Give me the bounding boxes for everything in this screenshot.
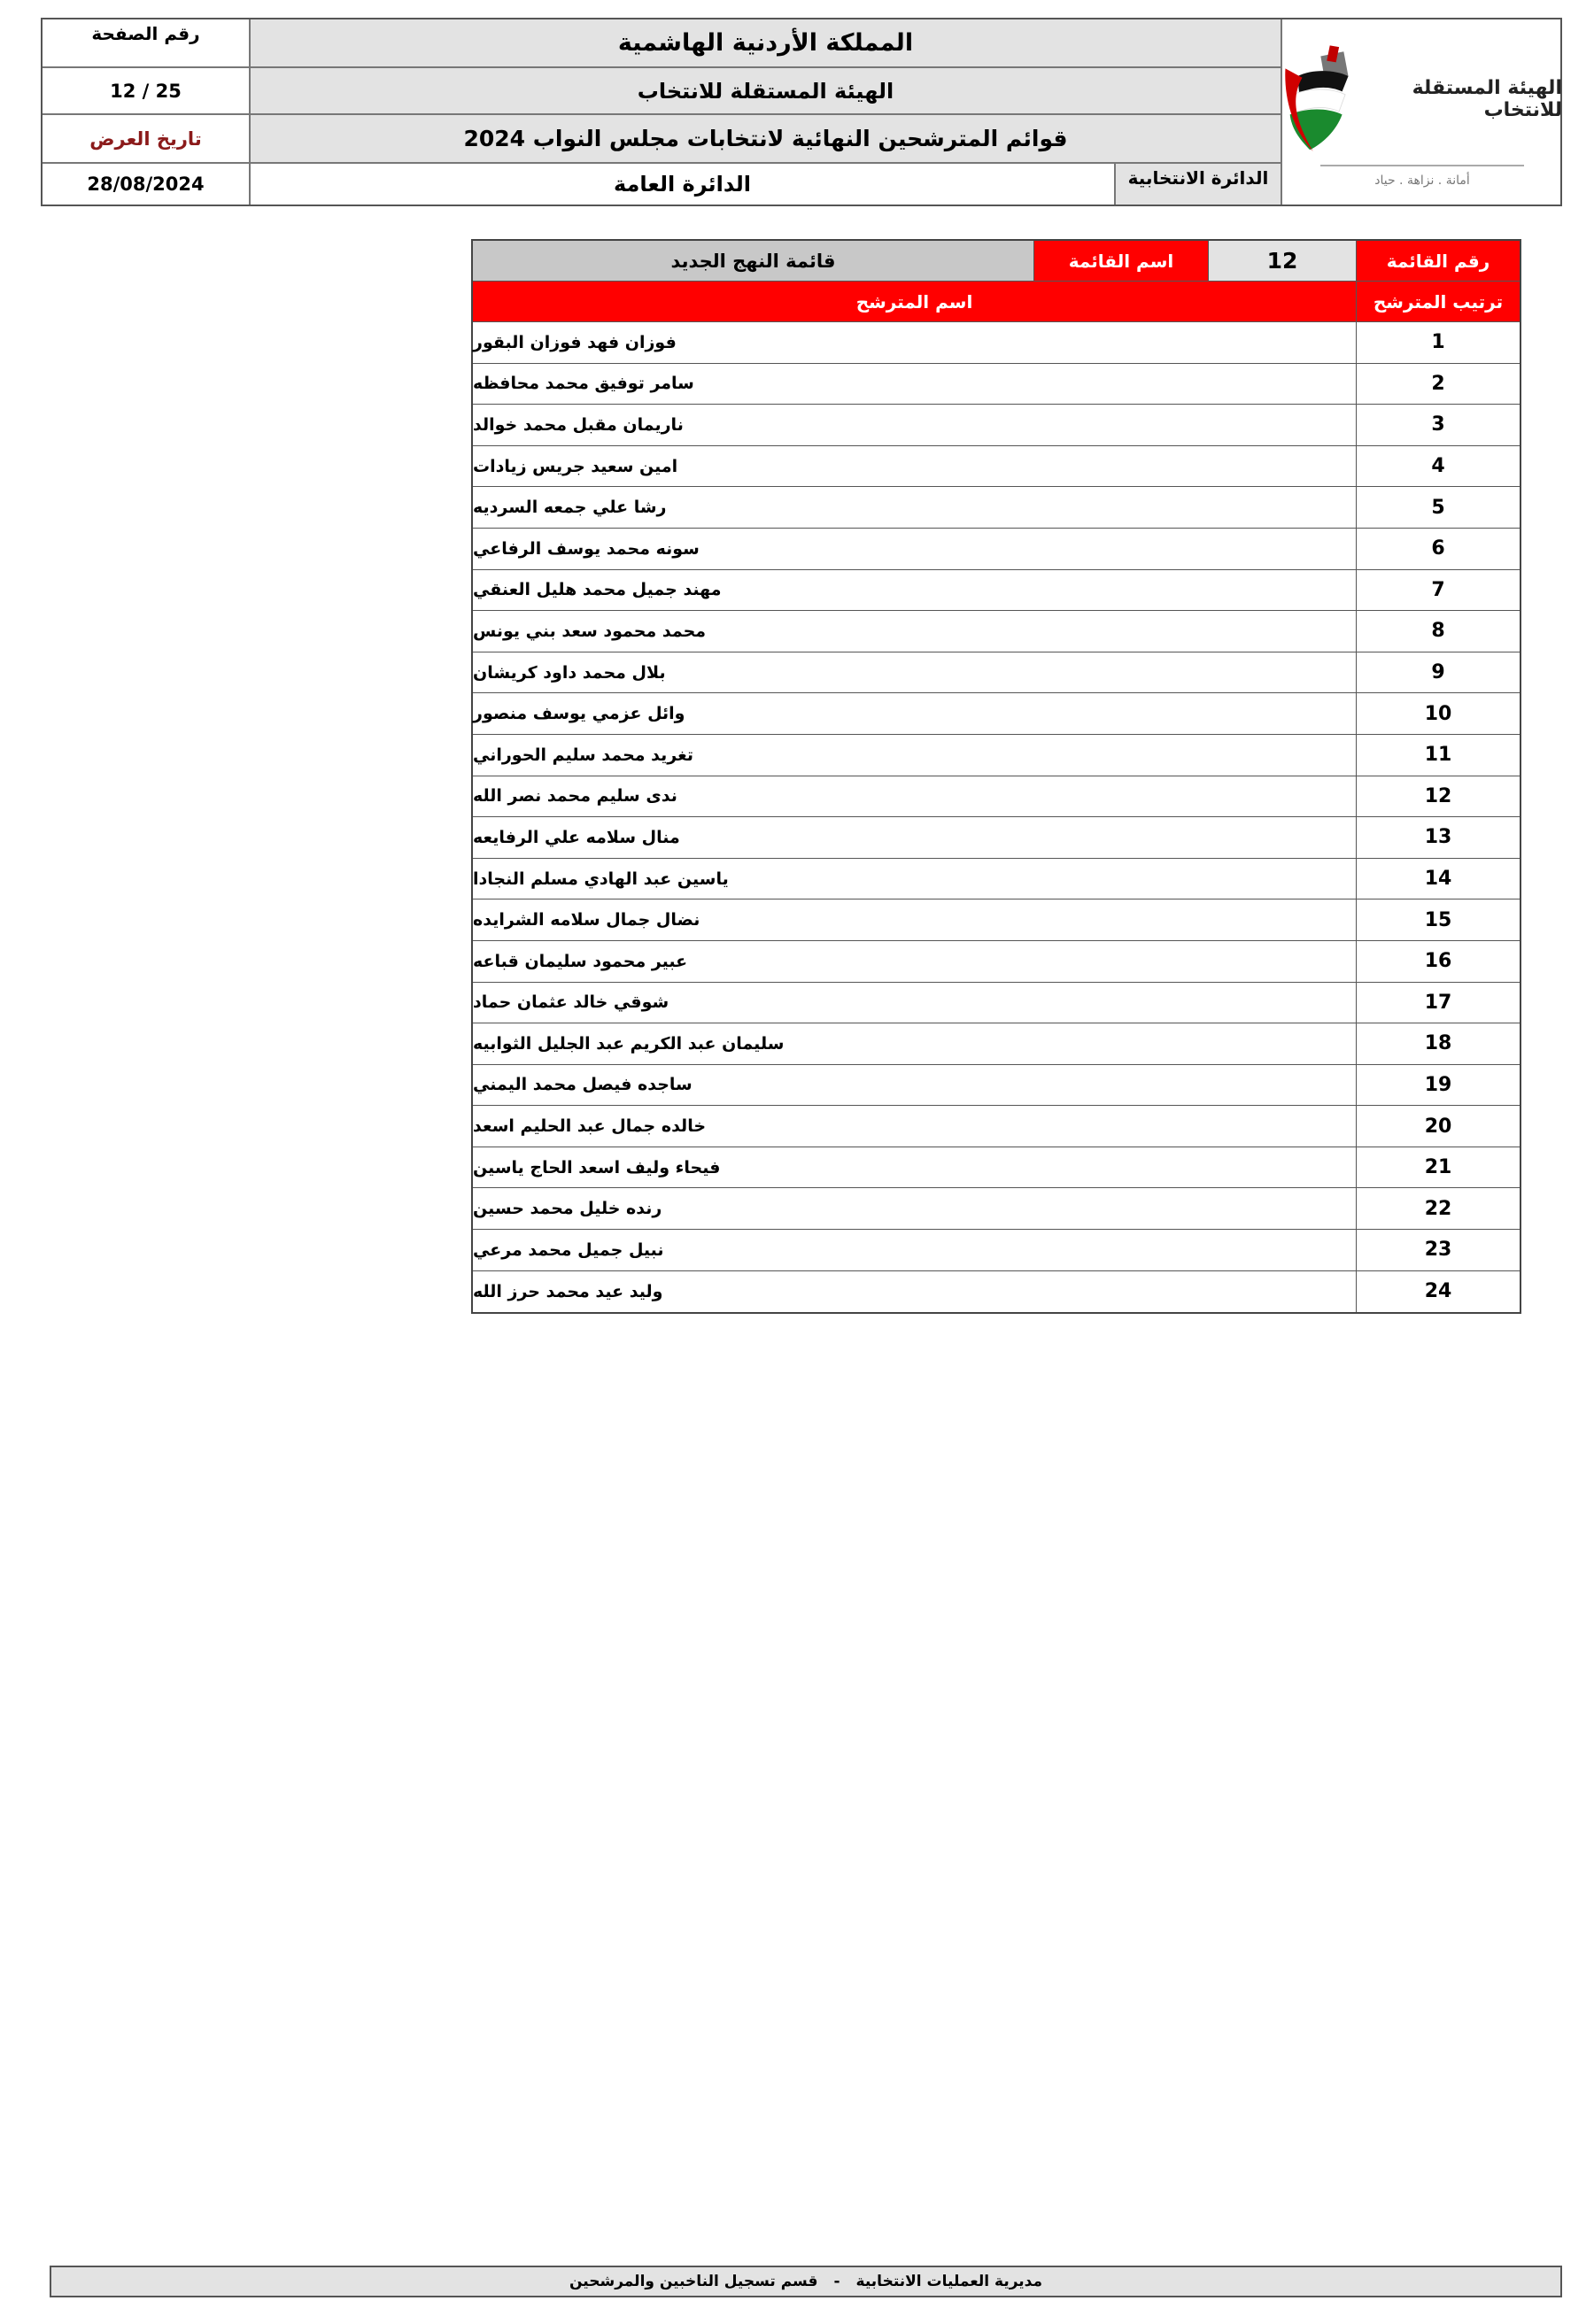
logo-agency-name: الهيئة المستقلة للانتخاب bbox=[1412, 76, 1562, 121]
candidate-rank: 24 bbox=[1356, 1271, 1520, 1313]
candidate-rank: 3 bbox=[1356, 405, 1520, 445]
table-row bbox=[473, 859, 1520, 900]
candidate-rank: 12 bbox=[1356, 776, 1520, 817]
candidate-name: بلال محمد داود كريشان bbox=[473, 662, 666, 683]
table-row bbox=[473, 487, 1520, 529]
table-row bbox=[473, 776, 1520, 818]
candidate-name: رنده خليل محمد حسين bbox=[473, 1199, 662, 1219]
candidate-name: منال سلامه علي الرفايعه bbox=[473, 827, 680, 847]
iec-logo bbox=[1282, 19, 1562, 205]
table-row bbox=[473, 611, 1520, 652]
candidate-name: سامر توفيق محمد محافظه bbox=[473, 374, 694, 394]
candidate-rank: 8 bbox=[1356, 611, 1520, 652]
candidate-rank: 23 bbox=[1356, 1230, 1520, 1270]
logo-tagline: أمانة . نزاهة . حياد bbox=[1374, 173, 1470, 188]
table-row bbox=[473, 1147, 1520, 1189]
document-header bbox=[41, 18, 1562, 206]
candidate-rank: 18 bbox=[1356, 1023, 1520, 1064]
page-number-value: 12 / 25 bbox=[110, 80, 182, 102]
document-footer bbox=[50, 2266, 1562, 2297]
candidate-rows bbox=[473, 322, 1520, 1312]
table-row bbox=[473, 983, 1520, 1024]
ballot-flag-icon bbox=[1282, 37, 1351, 161]
candidate-name: مهند جميل محمد هليل العنقي bbox=[473, 580, 722, 600]
candidate-rank: 19 bbox=[1356, 1065, 1520, 1106]
candidate-rank: 14 bbox=[1356, 859, 1520, 899]
district-value: الدائرة العامة bbox=[613, 172, 751, 197]
candidate-name: فيحاء وليف اسعد الحاج ياسين bbox=[473, 1157, 721, 1177]
table-row bbox=[473, 1106, 1520, 1147]
table-row bbox=[473, 1230, 1520, 1271]
display-date-value: 28/08/2024 bbox=[87, 174, 205, 195]
column-header-row bbox=[473, 282, 1520, 322]
footer-separator: - bbox=[833, 2273, 840, 2290]
candidate-name: وائل عزمي يوسف منصور bbox=[473, 704, 685, 724]
candidate-name: سونه محمد يوسف الرفاعي bbox=[473, 538, 700, 559]
candidate-name: خالده جمال عبد الحليم اسعد bbox=[473, 1116, 707, 1137]
candidate-rank: 20 bbox=[1356, 1106, 1520, 1147]
agency-title: الهيئة المستقلة للانتخاب bbox=[251, 68, 1281, 113]
candidate-rank: 17 bbox=[1356, 983, 1520, 1023]
candidate-rank: 7 bbox=[1356, 570, 1520, 611]
list-info-row bbox=[473, 241, 1520, 282]
table-row bbox=[473, 735, 1520, 776]
candidate-name: ناريمان مقبل محمد خوالد bbox=[473, 414, 684, 435]
list-name-label: اسم القائمة bbox=[1033, 241, 1208, 281]
country-title: المملكة الأردنية الهاشمية bbox=[251, 19, 1281, 66]
district-label: الدائرة الانتخابية bbox=[1116, 164, 1281, 205]
candidate-list-table bbox=[471, 239, 1521, 1314]
candidate-rank: 21 bbox=[1356, 1147, 1520, 1188]
candidate-name: عبير محمود سليمان قباعه bbox=[473, 951, 688, 971]
candidate-name: تغريد محمد سليم الحوراني bbox=[473, 745, 693, 765]
list-name-value: قائمة النهج الجديد bbox=[473, 241, 1033, 281]
table-row bbox=[473, 693, 1520, 735]
candidate-rank: 16 bbox=[1356, 941, 1520, 982]
table-row bbox=[473, 652, 1520, 694]
table-row bbox=[473, 817, 1520, 859]
col-header-rank: ترتيب المترشح bbox=[1356, 282, 1520, 321]
candidate-rank: 4 bbox=[1356, 446, 1520, 487]
report-title: قوائم المترشحين النهائية لانتخابات مجلس النواب 2024 bbox=[251, 115, 1281, 162]
col-header-name: اسم المترشح bbox=[855, 290, 973, 313]
candidate-rank: 10 bbox=[1356, 693, 1520, 734]
candidate-rank: 5 bbox=[1356, 487, 1520, 528]
table-row bbox=[473, 405, 1520, 446]
footer-directorate: مديرية العمليات الانتخابية bbox=[855, 2273, 1043, 2290]
list-number-value: 12 bbox=[1208, 241, 1356, 281]
display-date-label: تاريخ العرض bbox=[89, 127, 202, 150]
table-row bbox=[473, 529, 1520, 570]
page-number-label: رقم الصفحة bbox=[91, 23, 200, 44]
candidate-name: ندى سليم محمد نصر الله bbox=[473, 786, 677, 807]
table-row bbox=[473, 941, 1520, 983]
table-row bbox=[473, 1188, 1520, 1230]
candidate-rank: 9 bbox=[1356, 652, 1520, 693]
candidate-name: ساجده فيصل محمد اليمني bbox=[473, 1075, 693, 1095]
candidate-rank: 15 bbox=[1356, 899, 1520, 940]
candidate-rank: 6 bbox=[1356, 529, 1520, 569]
candidate-name: وليد عيد محمد حرز الله bbox=[473, 1281, 663, 1301]
candidate-name: سليمان عبد الكريم عبد الجليل الثوابيه bbox=[473, 1033, 785, 1054]
table-row bbox=[473, 364, 1520, 405]
candidate-name: محمد محمود سعد بني يونس bbox=[473, 621, 707, 641]
footer-department: قسم تسجيل الناخبين والمرشحين bbox=[569, 2273, 818, 2290]
candidate-rank: 22 bbox=[1356, 1188, 1520, 1229]
table-row bbox=[473, 446, 1520, 488]
candidate-name: نضال جمال سلامه الشرايده bbox=[473, 910, 700, 930]
candidate-name: فوزان فهد فوزان البقور bbox=[473, 332, 677, 352]
list-number-label: رقم القائمة bbox=[1356, 241, 1520, 281]
candidate-name: امين سعيد جريس زيادات bbox=[473, 456, 678, 476]
candidate-name: شوقي خالد عثمان حماد bbox=[473, 992, 669, 1013]
table-row bbox=[473, 1023, 1520, 1065]
table-row bbox=[473, 1065, 1520, 1107]
candidate-name: ياسين عبد الهادي مسلم النجادا bbox=[473, 869, 729, 889]
table-row bbox=[473, 899, 1520, 941]
candidate-rank: 2 bbox=[1356, 364, 1520, 405]
candidate-rank: 13 bbox=[1356, 817, 1520, 858]
table-row bbox=[473, 322, 1520, 364]
table-row bbox=[473, 1271, 1520, 1313]
table-row bbox=[473, 570, 1520, 612]
candidate-rank: 1 bbox=[1356, 322, 1520, 363]
candidate-name: نبيل جميل محمد مرعي bbox=[473, 1239, 664, 1260]
candidate-name: رشا علي جمعه السرديه bbox=[473, 498, 667, 518]
candidate-rank: 11 bbox=[1356, 735, 1520, 776]
